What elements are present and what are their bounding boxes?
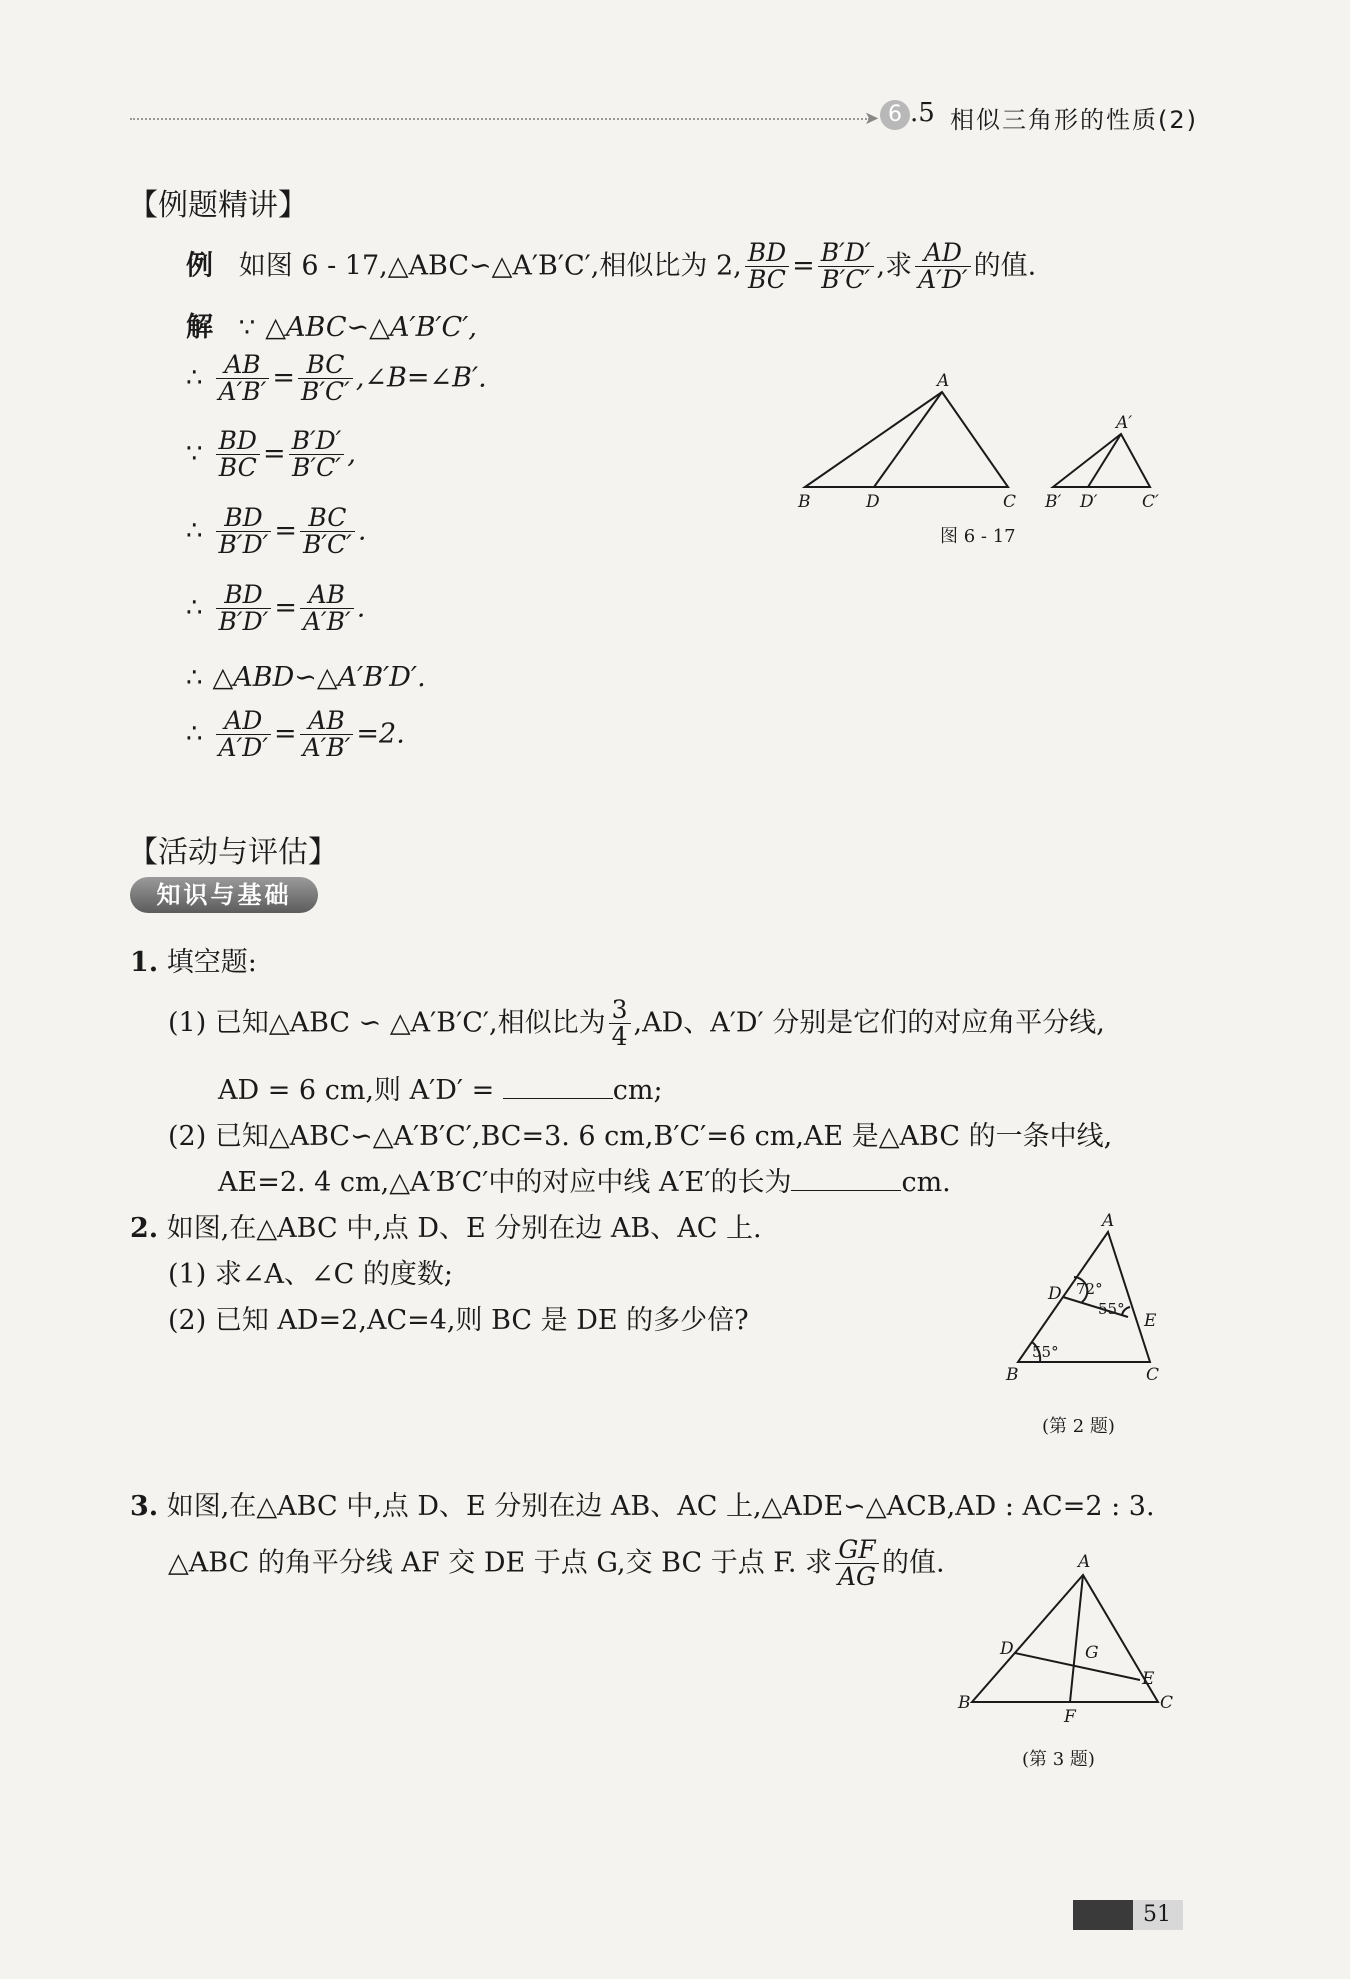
page-number-bar — [1073, 1900, 1133, 1930]
frac-denominator: A′D′ — [218, 733, 268, 763]
frac-denominator: AG — [837, 1562, 877, 1592]
label-b: B — [1006, 1365, 1019, 1385]
frac-numerator: B′D′ — [289, 428, 345, 455]
frac-denominator: A′B′ — [302, 733, 351, 763]
therefore-symbol: ∴ — [186, 363, 203, 394]
q3-stem-line1 — [130, 1484, 1155, 1523]
step-text: △ABC∽△A′B′C′, — [265, 312, 477, 343]
q2-part1: (1) 求∠A、∠C 的度数; — [168, 1259, 453, 1290]
label-c: C — [1146, 1365, 1160, 1385]
label-a: A — [937, 371, 950, 391]
label-b: B — [798, 492, 811, 512]
step-tail: . — [356, 592, 366, 624]
gf-ag-fraction — [835, 1537, 879, 1591]
q3-stem-text: 如图,在△ABC 中,点 D、E 分别在边 AB、AC 上,△ADE∽△ACB,AD : AC=2 : 3. — [166, 1491, 1155, 1522]
label-a: A — [1078, 1552, 1091, 1572]
angle-label-55-e: 55° — [1098, 1300, 1125, 1318]
solution-step-1 — [186, 305, 477, 344]
therefore-symbol: ∴ — [186, 516, 203, 547]
angle-label-55-b: 55° — [1032, 1343, 1059, 1361]
label-e: E — [1144, 1311, 1157, 1331]
q1p2-line2-prefix: AE=2. 4 cm,△A′B′C′中的对应中线 A′E′的长为 — [218, 1167, 792, 1198]
label-d-prime: D′ — [1080, 492, 1098, 512]
example-heading: 【例题精讲】 — [128, 188, 308, 223]
figure-caption: (第 3 题) — [1022, 1749, 1095, 1770]
solution-step-3: ∵ $\frac{BD}{BC}$ = $\frac{B'D'}{B'C'}$ , — [186, 426, 356, 483]
label-c: C — [1160, 1693, 1174, 1713]
frac-numerator: AD — [915, 240, 970, 267]
label-e: E — [1142, 1669, 1155, 1689]
frac-numerator: BC — [298, 352, 353, 379]
step-fraction — [300, 708, 354, 762]
section-title: 相似三角形的性质(2) — [950, 106, 1198, 134]
frac-numerator: BD — [216, 428, 260, 455]
q1p1-prefix: (1) 已知△ABC ∽ △A′B′C′,相似比为 — [168, 1007, 606, 1039]
step-text: △ABD∽△A′B′D′. — [212, 662, 426, 693]
section-number — [880, 98, 935, 130]
q2-part2: (2) 已知 AD=2,AC=4,则 BC 是 DE 的多少倍? — [168, 1305, 749, 1336]
segment-a1d1 — [1088, 434, 1121, 487]
solution-step-5: ∴ $\frac{BD}{B'D'}$ = $\frac{AB}{A'B'}$ . — [186, 580, 366, 637]
triangle-abc — [805, 392, 1008, 487]
step-fraction — [216, 352, 270, 406]
example-problem-suffix: 的值. — [973, 250, 1037, 282]
example-problem: 例 如图 6 - 17,△ABC∽△A′B′C′,相似比为 2, $\frac{BD}{BC}$ = $\frac{B'D'}{B'C'}$ ,求 $\frac{AD}{A'D'}$ 的值. — [186, 238, 1037, 295]
q3-stem-line2 — [168, 1537, 945, 1591]
section-suffix: .5 — [910, 98, 935, 128]
q2-number: 2. — [130, 1213, 159, 1244]
step-fraction — [216, 708, 271, 762]
because-symbol: ∵ — [238, 313, 256, 343]
knowledge-badge: 知识与基础 — [130, 877, 318, 913]
step-fraction — [300, 505, 355, 559]
step-fraction — [216, 428, 260, 482]
frac-denominator: B′C′ — [302, 530, 352, 560]
label-d: D — [1000, 1639, 1014, 1659]
step-fraction — [300, 582, 354, 636]
solution-step-7: ∴ $\frac{AD}{A'D'}$ = $\frac{AB}{A'B'}$ =2. — [186, 706, 405, 763]
label-a: A — [1102, 1211, 1115, 1231]
example-problem-mid: ,求 — [876, 250, 913, 282]
frac-numerator: B′D′ — [818, 240, 874, 267]
figure-q2 — [1000, 1210, 1180, 1445]
q3-line2-prefix: △ABC 的角平分线 AF 交 DE 于点 G,交 BC 于点 F. 求 — [168, 1547, 832, 1579]
q1-number: 1. — [130, 947, 159, 978]
label-f: F — [1064, 1707, 1076, 1727]
label-g: G — [1085, 1643, 1099, 1663]
frac-denominator: A′B′ — [302, 607, 351, 637]
page-number: 51 — [1143, 1902, 1171, 1927]
label-a-prime: A′ — [1116, 413, 1133, 433]
q1p2-line2-suffix: cm. — [901, 1167, 951, 1198]
chapter-circle-badge: 6 — [880, 100, 910, 130]
frac-denominator: B′D′ — [218, 530, 269, 560]
page-number-box — [1073, 1900, 1183, 1930]
frac-numerator: AB — [300, 708, 354, 735]
angle-label-72: 72° — [1076, 1280, 1103, 1298]
q1-part2-line1: (2) 已知△ABC∽△A′B′C′,BC=3. 6 cm,B′C′=6 cm,AE 是△ABC 的一条中线, — [168, 1121, 1113, 1152]
frac-denominator: B′C′ — [292, 453, 341, 483]
step-fraction — [216, 582, 272, 636]
label-b: B — [958, 1693, 971, 1713]
figure-q3 — [950, 1550, 1180, 1780]
example-label: 例 — [186, 250, 213, 282]
example-problem-prefix: 如图 6 - 17,△ABC∽△A′B′C′,相似比为 2, — [238, 250, 742, 282]
segment-af — [1070, 1575, 1083, 1702]
q3-line2-suffix: 的值. — [882, 1547, 945, 1579]
frac-numerator: BD — [216, 505, 272, 532]
frac-denominator: B′D′ — [218, 607, 269, 637]
step-fraction — [216, 505, 272, 559]
frac-numerator: 3 — [609, 997, 631, 1024]
label-c-prime: C′ — [1142, 492, 1159, 512]
answer-blank[interactable] — [791, 1168, 901, 1191]
example-fraction-1 — [745, 240, 789, 294]
step-tail: =2. — [356, 718, 405, 750]
frac-denominator: A′B′ — [218, 377, 267, 407]
q3-number: 3. — [130, 1491, 159, 1522]
frac-denominator: BC — [218, 453, 257, 483]
example-fraction-3 — [915, 240, 970, 294]
frac-numerator: BD — [745, 240, 789, 267]
answer-blank[interactable] — [503, 1076, 613, 1099]
label-d: D — [1048, 1284, 1062, 1304]
label-c: C — [1003, 492, 1017, 512]
q2-stem — [130, 1206, 762, 1245]
segment-de — [1015, 1653, 1140, 1680]
frac-denominator: B′C′ — [821, 265, 871, 295]
step-tail: ,∠B=∠B′. — [355, 362, 487, 394]
frac-numerator: AB — [216, 352, 270, 379]
q1-part1-line2 — [218, 1068, 663, 1107]
frac-numerator: BC — [300, 505, 355, 532]
frac-denominator: A′D′ — [918, 265, 968, 295]
figure-6-17 — [790, 370, 1190, 555]
q1-part1-line1 — [168, 997, 1105, 1051]
q1p1-line2-suffix: cm; — [612, 1075, 663, 1106]
frac-numerator: GF — [835, 1537, 879, 1564]
header-dotted-rule — [130, 118, 870, 120]
q1-part2-line2 — [218, 1160, 951, 1199]
solution-label: 解 — [186, 312, 213, 343]
q1p1-suffix: ,AD、A′D′ 分别是它们的对应角平分线, — [633, 1007, 1105, 1039]
therefore-symbol: ∴ — [186, 593, 203, 624]
segment-ad — [874, 392, 942, 487]
figure-caption: (第 2 题) — [1042, 1416, 1115, 1437]
q1p1-line2-prefix: AD = 6 cm,则 A′D′ = — [218, 1075, 495, 1106]
therefore-symbol: ∴ — [186, 719, 203, 750]
header-arrow-icon: ➤ — [864, 108, 880, 129]
frac-denominator: 4 — [611, 1022, 628, 1052]
label-d: D — [866, 492, 880, 512]
label-b-prime: B′ — [1045, 492, 1062, 512]
frac-denominator: BC — [747, 265, 786, 295]
frac-denominator: B′C′ — [300, 377, 350, 407]
example-fraction-2 — [818, 240, 874, 294]
frac-numerator: AD — [216, 708, 271, 735]
solution-step-2: ∴ $\frac{AB}{A'B'}$ = $\frac{BC}{B'C'}$ ,∠B=∠B′. — [186, 350, 487, 407]
step-fraction — [289, 428, 345, 482]
ratio-fraction — [609, 997, 631, 1051]
frac-numerator: AB — [300, 582, 354, 609]
q1-stem-text: 填空题: — [166, 947, 257, 978]
solution-step-6 — [186, 662, 426, 693]
therefore-symbol: ∴ — [186, 663, 203, 693]
step-tail: . — [357, 515, 367, 547]
step-fraction — [298, 352, 353, 406]
activity-heading: 【活动与评估】 — [128, 835, 338, 870]
solution-step-4: ∴ $\frac{BD}{B'D'}$ = $\frac{BC}{B'C'}$ . — [186, 503, 367, 560]
figure-caption: 图 6 - 17 — [940, 526, 1016, 547]
q1-stem — [130, 940, 257, 979]
triangle-a1b1c1 — [1053, 434, 1150, 487]
frac-numerator: BD — [216, 582, 272, 609]
because-symbol: ∵ — [186, 439, 203, 470]
q2-stem-text: 如图,在△ABC 中,点 D、E 分别在边 AB、AC 上. — [166, 1213, 762, 1244]
step-tail: , — [347, 438, 356, 470]
